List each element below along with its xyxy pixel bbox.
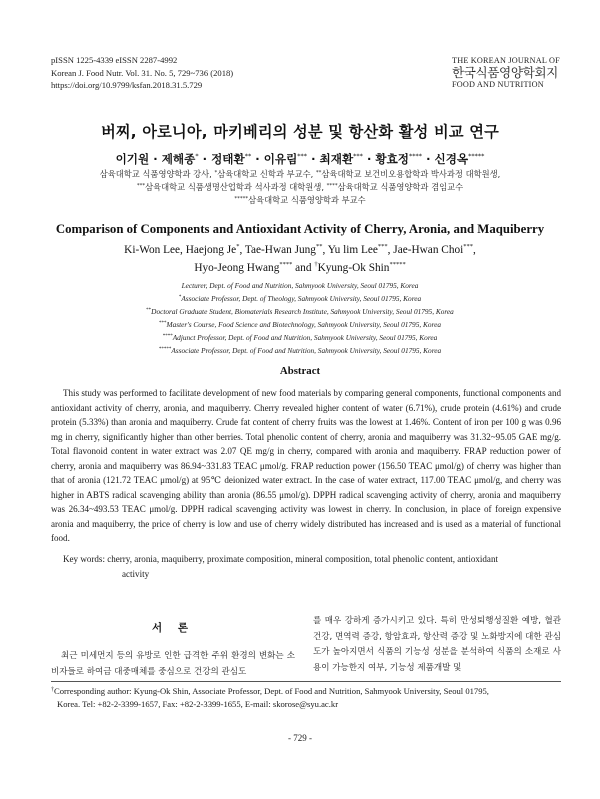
- doi-line[interactable]: https://doi.org/10.9799/ksfan.2018.31.5.729: [51, 80, 203, 90]
- citation-line: Korean J. Food Nutr. Vol. 31. No. 5, 729~736 (2018): [51, 67, 234, 78]
- authors-english: Ki-Won Lee, Haejong Je*, Tae-Hwan Jung**, Yu lim Lee***, Jae-Hwan Choi***,: [124, 243, 476, 256]
- authors-korean: 이기원 · 제해종* · 정태환** · 이유림*** · 최재환*** · 황효정**** · 신경옥*****: [115, 152, 485, 166]
- affiliation-english: ***Master's Course, Food Science and Biotechnology, Sahmyook University, Seoul 01795, Korea: [159, 320, 441, 329]
- journal-name-kr: 한국식품영양학회지: [452, 65, 558, 80]
- intro-text-left: 최근 미세먼지 등의 유방로 인한 급격한 주위 환경의 변화는 소비자들로 하여금 대중매체를 중심으로 건강의 관심도: [51, 651, 295, 677]
- affiliation-english: *****Associate Professor, Dept. of Food and Nutrition, Sahmyook University, Seoul 01795, Korea: [158, 346, 442, 355]
- journal-name-en-top: THE KOREAN JOURNAL OF: [452, 56, 560, 65]
- author-name: 이기원: [115, 152, 150, 166]
- journal-logo: [452, 56, 560, 89]
- authors-english: Hyo-Jeong Hwang**** and †Kyung-Ok Shin*****: [194, 261, 406, 274]
- section-heading: 서 론: [152, 622, 194, 634]
- footnote-divider: [51, 681, 561, 682]
- page-number: - 729 -: [288, 733, 312, 743]
- keywords: [63, 552, 561, 581]
- author-name: 정태환: [211, 152, 245, 166]
- keywords-line: activity: [122, 568, 150, 579]
- journal-name-en-bottom: FOOD AND NUTRITION: [452, 80, 544, 89]
- affiliation-english: Lecturer, Dept. of Food and Nutrition, Sahmyook University, Seoul 01795, Korea: [181, 281, 419, 290]
- author-name: 제해종: [161, 152, 196, 166]
- author-name: 황효정: [375, 152, 410, 166]
- intro-text-right: 를 매우 강하게 증가시키고 있다. 특히 만성퇴행성질환 예방, 혈관건강, 면역력 증강, 항암효과, 항산력 증강 및 노화방지에 대한 관심도가 높아지면서 식품의 기능성 성분을 분석하여 식품의 소재로 사용이 가능한지 여부, 기능성 제품개발 및: [313, 616, 561, 673]
- intro-left-column: [51, 620, 295, 680]
- affiliation-english: ****Adjunct Professor, Dept. of Food and Nutrition, Sahmyook University, Seoul 01795, Korea: [162, 333, 438, 342]
- author-name: 이유림: [263, 152, 298, 166]
- abstract-heading: Abstract: [279, 365, 321, 377]
- affiliation-english: **Doctoral Graduate Student, Biomaterials Research Institute, Sahmyook University, Seoul 01795, Korea: [146, 307, 454, 316]
- keywords-line: Key words: cherry, aronia, maquiberry, proximate composition, mineral composition, total phenolic content, antioxidant: [63, 554, 498, 564]
- issn-line: pISSN 1225-4339 eISSN 2287-4992: [51, 55, 178, 65]
- affiliation-english: *Associate Professor, Dept. of Theology, Sahmyook University, Seoul 01795, Korea: [178, 294, 422, 303]
- title-korean: 버찌, 아로니아, 마키베리의 성분 및 항산화 활성 비교 연구: [101, 123, 499, 141]
- corresponding-author-footnote: †Corresponding author: Kyung-Ok Shin, Associate Professor, Dept. of Food and Nutrition, Sahmyook University, Seoul 01795, Korea. Tel: +82-2-3399-1657, Fax: +82-2-3399-1655, E-mail: skorose@syu.ac.kr: [51, 686, 489, 709]
- affiliation-korean: ***삼육대학교 식품생명산업학과 석사과정 대학원생, ****삼육대학교 식품영양학과 겸임교수: [136, 182, 464, 192]
- abstract-body: This study was performed to facilitate development of new food materials by comparing general components, functional components and antioxidant activity of cherry, aronia, and maquiberry. Cherry revealed higher content of water (6.71%), crude protein (4.61%) and crude protein (5.33%) than aronia and maquiberry. Crude fat content of cherry fruits was the lowest at 1.46%. Content of iron per 100 g was 0.96 mg in cherry, significantly higher than other berries. Total phenolic content of cherry, aronia and maquiberry was 31.32~95.05 GAE mg/g. Total flavonoid content in water extract was 2.07 QE mg/g in cherry, compared with aronia and maquiberry. FRAP reduction power of cherry, aronia and maquiberry was 86.94~331.83 TEAC μmol/g. FRAP reduction power (156.50 TEAC μmol/g) of cherry was higher than that of aronia (121.72 TEAC μmol/g) at 95℃ deionized water extract. In the case of water extract, 117.00 TEAC μmol/g, and cherry was higher in ABTS radical scavenging ability than aronia (86.55 μmol/g). DPPH radical scavenging activity of cherry, aronia and maquiberry was 26.34~493.53 TEAC μmol/g. DPPH radical scavenging activity was lowest in cherry. In conclusion, in place of foreign expensive aronia and maquiberry, the price of cherry is low and use of cherry widely distributed has increased and is used as a material of functional food.: [51, 388, 561, 543]
- affiliation-korean: *****삼육대학교 식품영양학과 부교수: [234, 195, 366, 205]
- affiliation-korean: 삼육대학교 식품영양학과 강사, *삼육대학교 신학과 부교수, **삼육대학교 보건비오용합학과 박사과정 대학원생,: [99, 169, 501, 179]
- author-name: 신경옥: [434, 152, 469, 166]
- title-english: Comparison of Components and Antioxidant Activity of Cherry, Aronia, and Maquiberry: [55, 222, 545, 236]
- journal-meta: [51, 54, 233, 92]
- author-name: 최재환: [319, 152, 354, 166]
